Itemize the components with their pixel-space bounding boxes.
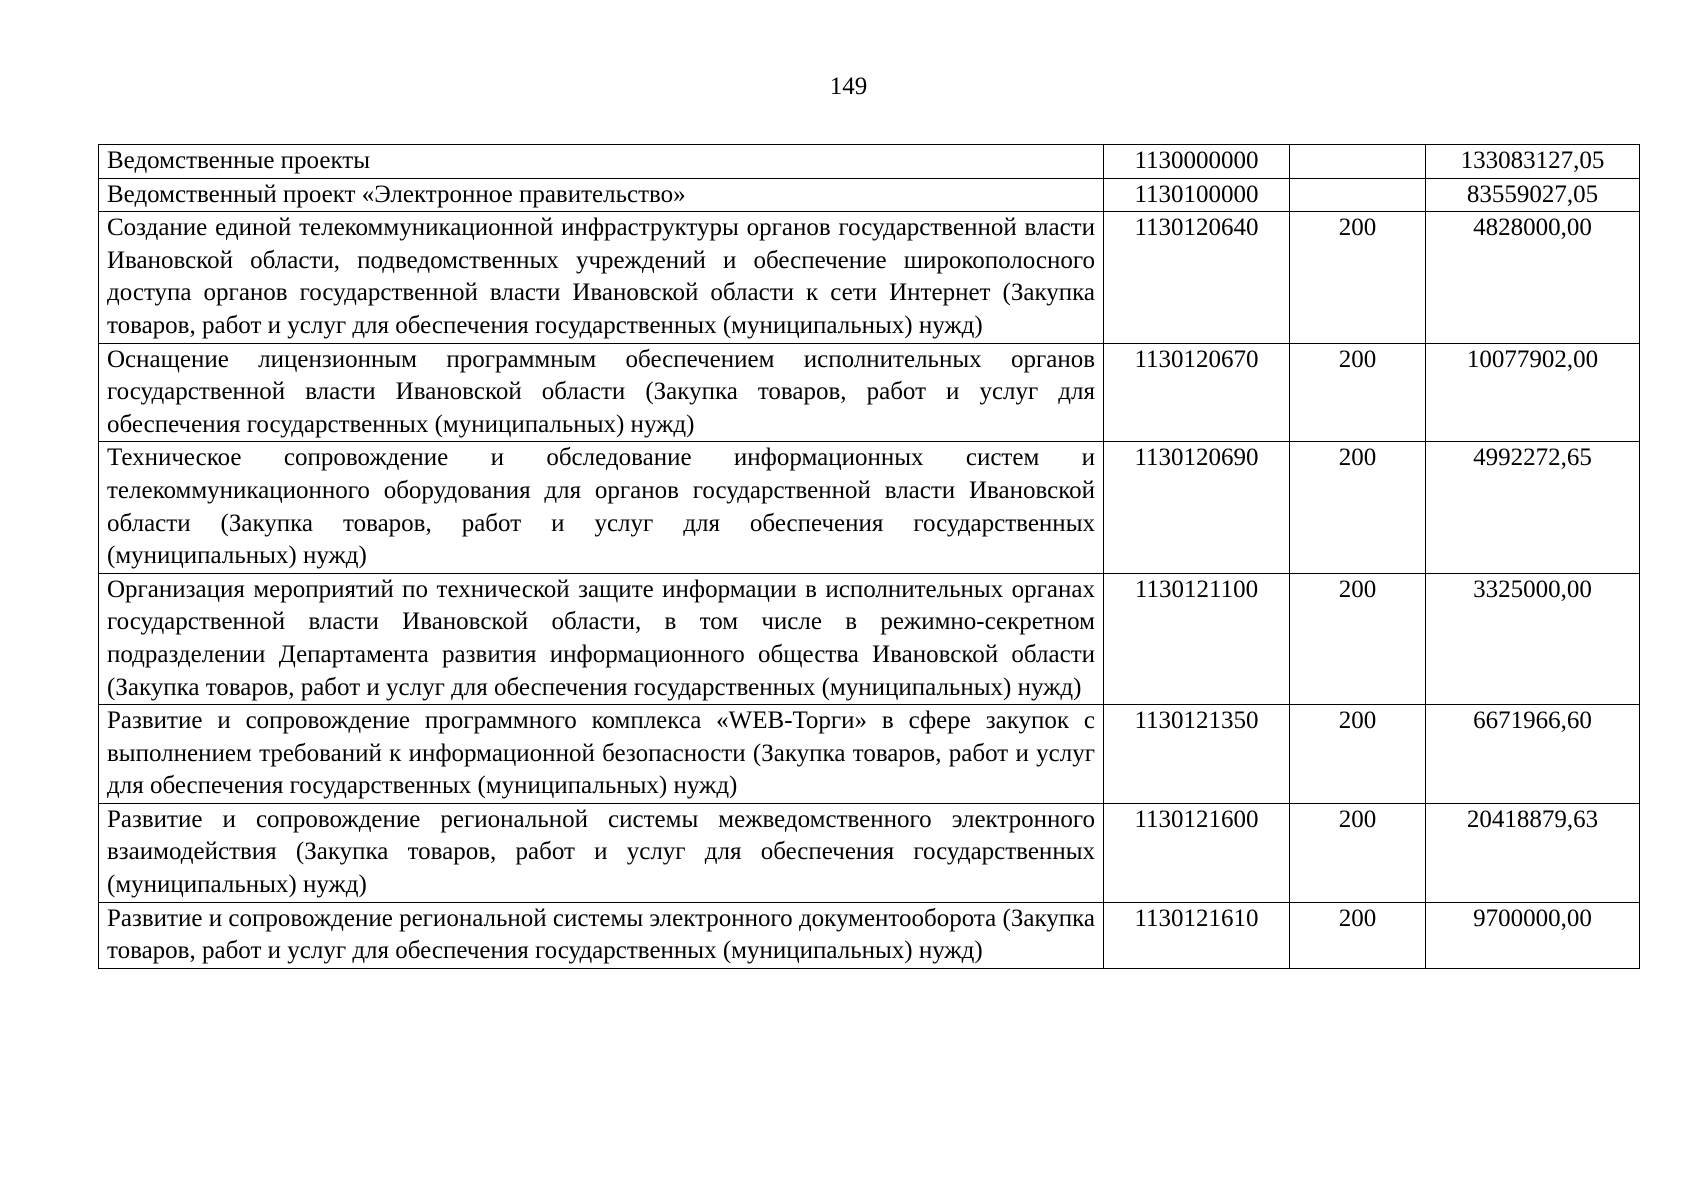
table-row xyxy=(99,178,1640,212)
row-code: 1130121600 xyxy=(1104,803,1290,902)
row-expense-type: 200 xyxy=(1290,902,1426,968)
row-code: 1130100000 xyxy=(1104,178,1290,212)
row-name: Техническое сопровождение и обследование информационных систем и телекоммуникационного оборудования для органов государственной власти Ивановской области (Закупка товаров, работ и услуг для обеспечения государственных (муниципальных) нужд) xyxy=(99,442,1104,573)
row-expense-type: 200 xyxy=(1290,442,1426,573)
table-row xyxy=(99,803,1640,902)
row-sum: 133083127,05 xyxy=(1426,145,1640,179)
table-row xyxy=(99,442,1640,573)
row-name: Ведомственный проект «Электронное правительство» xyxy=(99,178,1104,212)
row-name: Ведомственные проекты xyxy=(99,145,1104,179)
row-sum: 20418879,63 xyxy=(1426,803,1640,902)
row-expense-type: 200 xyxy=(1290,705,1426,804)
row-name: Развитие и сопровождение региональной системы межведомственного электронного взаимодействия (Закупка товаров, работ и услуг для обеспечения государственных (муниципальных) нужд) xyxy=(99,803,1104,902)
row-sum: 4992272,65 xyxy=(1426,442,1640,573)
row-name: Развитие и сопровождение программного комплекса «WEB-Торги» в сфере закупок с выполнением требований к информационной безопасности (Закупка товаров, работ и услуг для обеспечения государственных (муниципальных) нужд) xyxy=(99,705,1104,804)
row-name: Создание единой телекоммуникационной инфраструктуры органов государственной власти Ивановской области, подведомственных учреждений и обеспечение широкополосного доступа органов государственной власти Ивановской области к сети Интернет (Закупка товаров, работ и услуг для обеспечения государственных (муниципальных) нужд) xyxy=(99,212,1104,343)
page-number: 149 xyxy=(829,73,868,100)
row-expense-type xyxy=(1290,145,1426,179)
row-expense-type: 200 xyxy=(1290,573,1426,704)
table-row xyxy=(99,902,1640,968)
row-name: Оснащение лицензионным программным обеспечением исполнительных органов государственной власти Ивановской области (Закупка товаров, работ и услуг для обеспечения государственных (муниципальных) нужд) xyxy=(99,343,1104,442)
row-sum: 6671966,60 xyxy=(1426,705,1640,804)
row-sum: 10077902,00 xyxy=(1426,343,1640,442)
row-sum: 9700000,00 xyxy=(1426,902,1640,968)
table-row xyxy=(99,145,1640,179)
row-code: 1130121100 xyxy=(1104,573,1290,704)
row-expense-type: 200 xyxy=(1290,803,1426,902)
row-code: 1130120640 xyxy=(1104,212,1290,343)
table-row xyxy=(99,212,1640,343)
row-expense-type xyxy=(1290,178,1426,212)
row-code: 1130120670 xyxy=(1104,343,1290,442)
table-row xyxy=(99,343,1640,442)
row-sum: 4828000,00 xyxy=(1426,212,1640,343)
row-name: Развитие и сопровождение региональной системы электронного документооборота (Закупка товаров, работ и услуг для обеспечения государственных (муниципальных) нужд) xyxy=(99,902,1104,968)
row-code: 1130000000 xyxy=(1104,145,1290,179)
row-code: 1130121350 xyxy=(1104,705,1290,804)
row-name: Организация мероприятий по технической защите информации в исполнительных органах государственной власти Ивановской области, в том числе в режимно-секретном подразделении Департамента развития информационного общества Ивановской области (Закупка товаров, работ и услуг для обеспечения государственных (муниципальных) нужд) xyxy=(99,573,1104,704)
row-sum: 83559027,05 xyxy=(1426,178,1640,212)
row-expense-type: 200 xyxy=(1290,212,1426,343)
row-code: 1130120690 xyxy=(1104,442,1290,573)
table-row xyxy=(99,573,1640,704)
row-code: 1130121610 xyxy=(1104,902,1290,968)
table-row xyxy=(99,705,1640,804)
budget-table xyxy=(98,144,1640,969)
row-expense-type: 200 xyxy=(1290,343,1426,442)
row-sum: 3325000,00 xyxy=(1426,573,1640,704)
